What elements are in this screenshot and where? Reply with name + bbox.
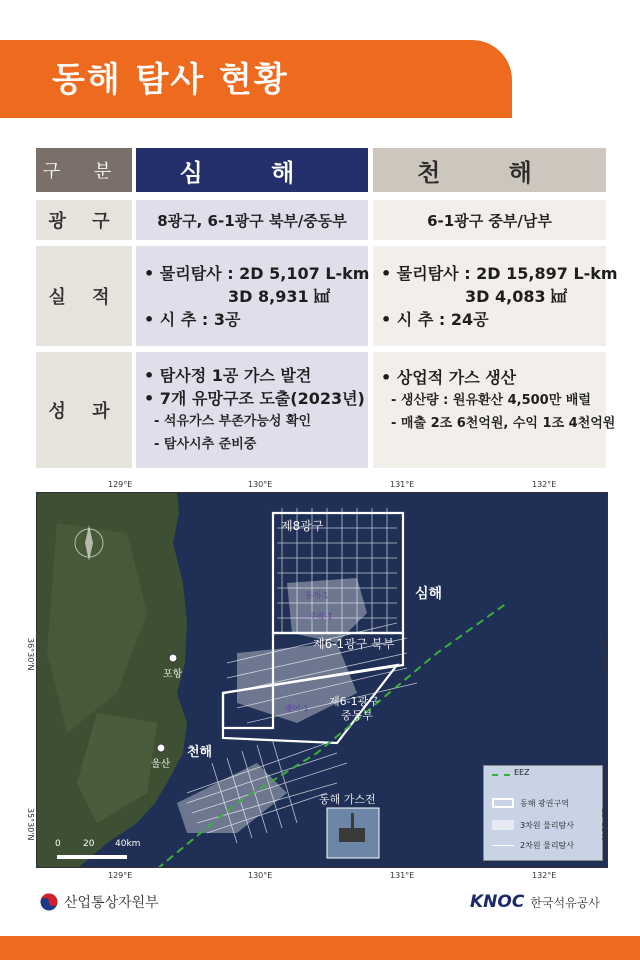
knoc-wordmark: KNOC	[470, 892, 525, 912]
record-shallow-line-3: • 시 추 : 24공	[381, 309, 489, 329]
header-shallow-cell: 천 해	[373, 148, 606, 192]
result-deep-line-2: • 7개 유망구조 도출(2023년)	[144, 389, 365, 408]
result-deep-line-1: • 탐사정 1공 가스 발견	[144, 366, 312, 385]
legend-3d: 3차원 물리탐사	[520, 821, 575, 830]
bottom-bar	[0, 936, 640, 960]
result-shallow-line-1: • 상업적 가스 생산	[381, 368, 517, 387]
row-label-record: 실 적	[36, 246, 132, 346]
lon-tick-top: 129°E	[108, 480, 133, 489]
lon-tick-bottom: 129°E	[108, 871, 133, 880]
block-shallow-cell: 6-1광구 중부/남부	[373, 200, 606, 240]
page-title: 동해 탐사 현황	[52, 60, 289, 100]
lat-tick-left: 35°30'N	[26, 808, 35, 841]
result-shallow-line-2: - 생산량 : 원유환산 4,500만 배럴	[391, 393, 591, 408]
lat-tick-left: 36°30'N	[26, 638, 35, 671]
record-shallow-line-2: 3D 4,083 ㎢	[465, 286, 568, 306]
label-shallow: 천해	[187, 745, 213, 760]
label-block61e-1: 제6-1광구	[329, 695, 379, 708]
taegeuk-icon	[40, 893, 58, 911]
lon-tick-top: 132°E	[532, 480, 557, 489]
label-well-3: 방어-1	[285, 704, 309, 713]
row-label-block: 광 구	[36, 200, 132, 240]
label-ulsan: 울산	[151, 759, 171, 770]
scale-bar	[57, 855, 127, 859]
label-block8: 제8광구	[281, 519, 324, 533]
header-deep-cell: 심 해	[136, 148, 368, 192]
ulsan-marker	[157, 744, 165, 752]
result-deep-cell	[136, 352, 368, 468]
label-deep: 심해	[415, 586, 443, 602]
result-deep-line-3: - 석유가스 부존가능성 확인	[154, 414, 312, 429]
knoc-name: 한국석유공사	[530, 895, 600, 910]
lon-tick-top: 131°E	[390, 480, 415, 489]
lon-tick-bottom: 131°E	[390, 871, 415, 880]
row-label-result: 성 과	[36, 352, 132, 468]
lon-tick-bottom: 132°E	[532, 871, 557, 880]
lon-tick-top: 130°E	[248, 480, 273, 489]
label-well-1: 홍게-1	[305, 591, 329, 600]
scale-20: 20	[83, 839, 95, 849]
scale-40: 40km	[115, 839, 141, 849]
lon-tick-bottom: 130°E	[248, 871, 273, 880]
record-shallow-line-1: • 물리탐사 : 2D 15,897 L-km	[381, 263, 618, 283]
legend-block: 동해 광권구역	[520, 799, 569, 808]
label-block61n: 제6-1광구 북부	[313, 637, 395, 651]
record-deep-line-3: • 시 추 : 3공	[144, 309, 241, 329]
result-deep-line-4: - 탐사시추 준비중	[154, 437, 257, 452]
label-well-2: 주작-1	[309, 612, 333, 621]
record-deep-line-2: 3D 8,931 ㎢	[228, 286, 331, 306]
lat-tick-right: 35°30'N	[600, 808, 609, 841]
knoc-logo	[470, 892, 600, 912]
ministry-logo	[40, 892, 159, 912]
record-deep-line-1: • 물리탐사 : 2D 5,107 L-km	[144, 263, 370, 283]
map-section	[26, 478, 612, 880]
label-gasfield: 동해 가스전	[319, 793, 376, 806]
pohang-marker	[169, 654, 177, 662]
exploration-map	[36, 492, 608, 868]
record-deep-cell	[136, 246, 368, 346]
label-block61e-2: 중동부	[341, 709, 373, 722]
scale-0: 0	[55, 839, 61, 849]
lat-tick-right: 36°30'N	[600, 638, 609, 671]
record-shallow-cell	[373, 246, 618, 346]
label-pohang: 포항	[163, 669, 183, 680]
header-label-cell: 구 분	[36, 148, 132, 192]
legend-eez: EEZ	[514, 768, 530, 777]
legend-2d: 2차원 물리탐사	[520, 841, 575, 850]
block-deep-cell: 8광구, 6-1광구 북부/중동부	[136, 200, 368, 240]
map-legend	[483, 765, 603, 861]
ministry-name: 산업통상자원부	[64, 895, 159, 911]
result-shallow-cell	[373, 352, 616, 468]
result-shallow-line-3: - 매출 2조 6천억원, 수익 1조 4천억원	[391, 416, 616, 431]
